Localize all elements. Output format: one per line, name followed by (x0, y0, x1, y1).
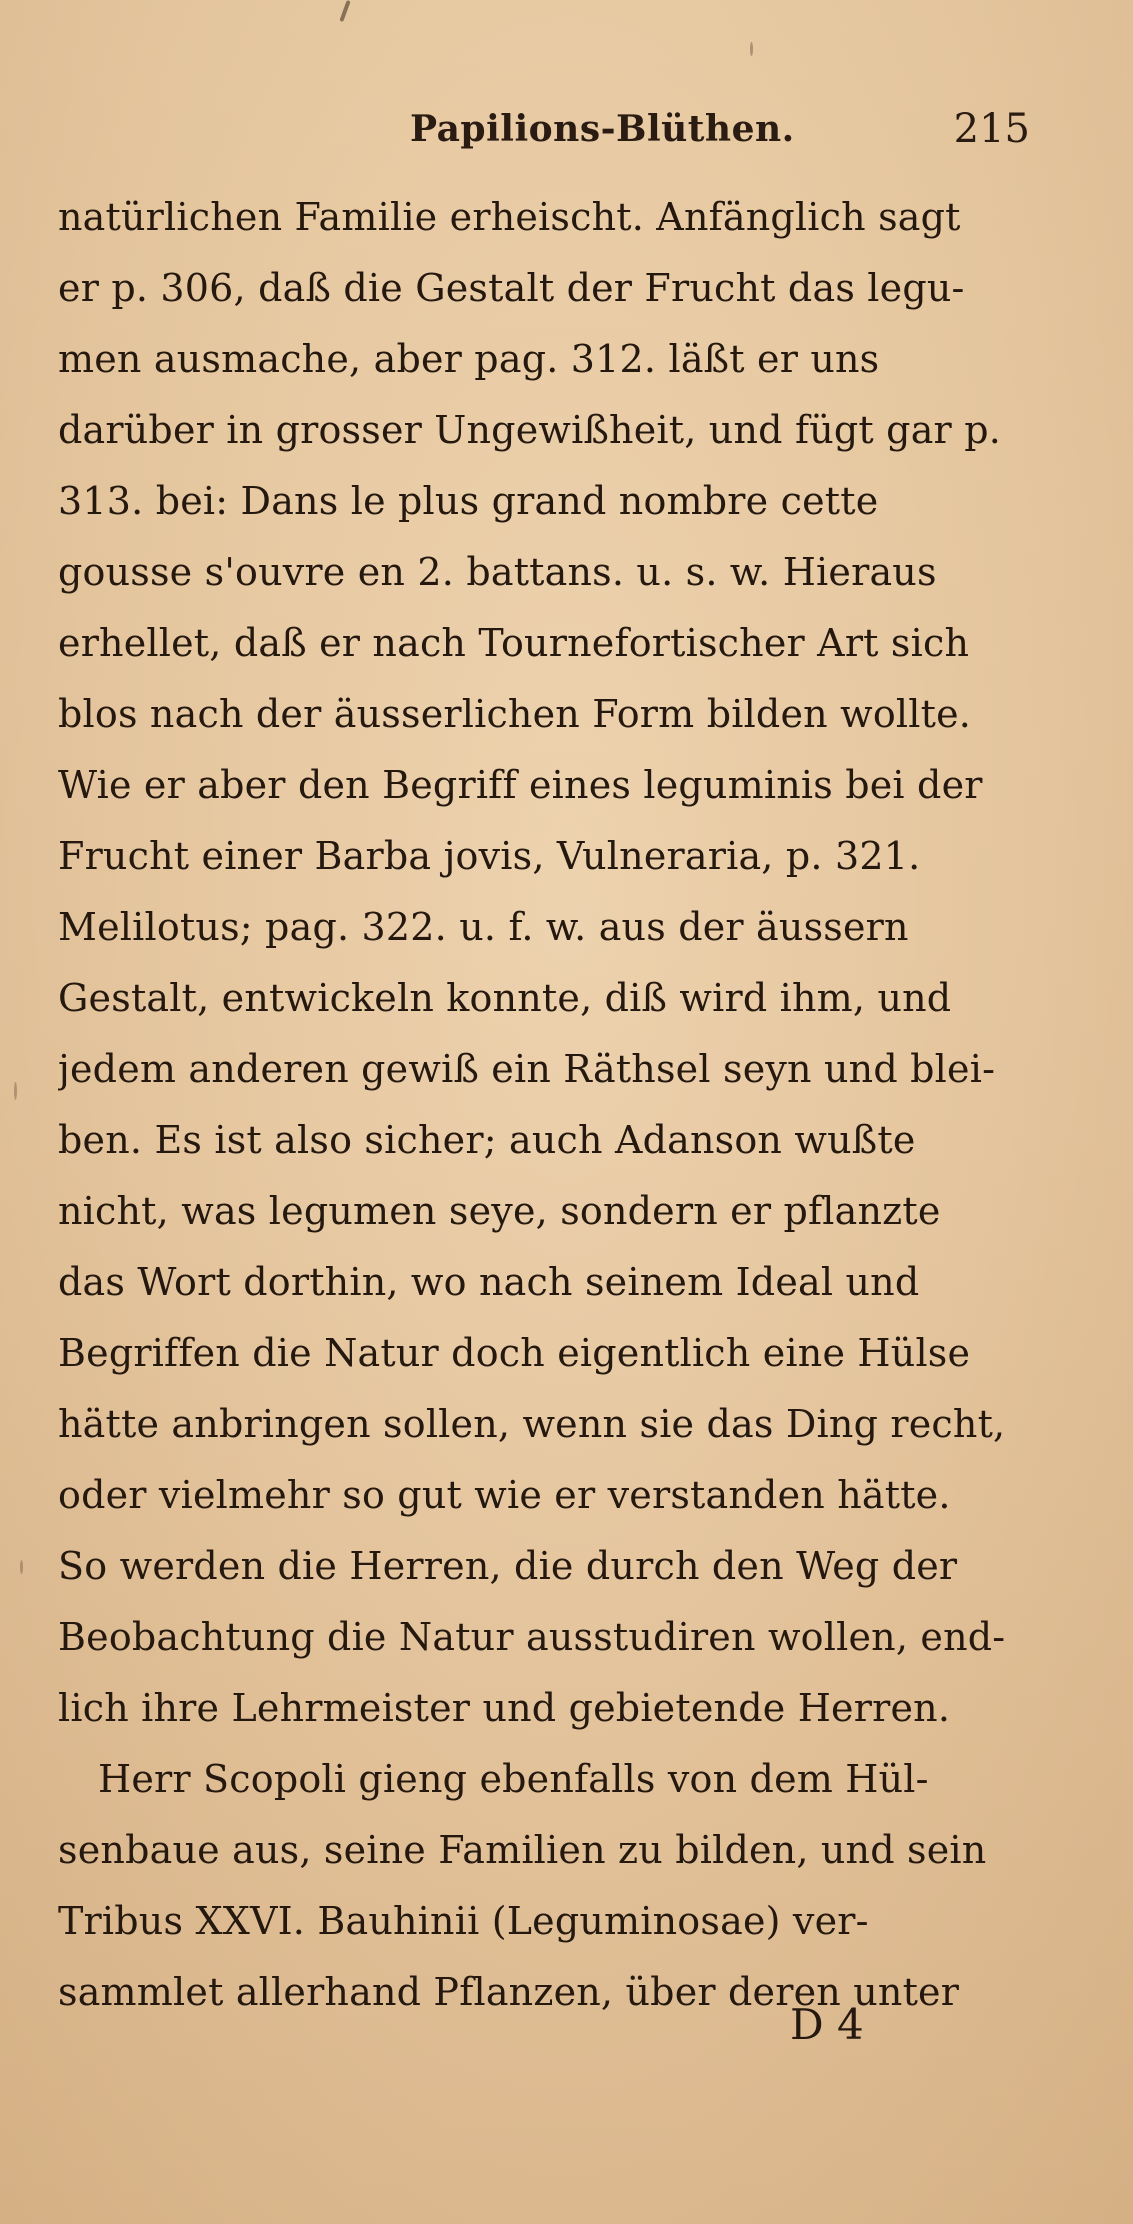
text-line: jedem anderen gewiß ein Räthsel seyn und blei- (58, 1047, 996, 1091)
text-line: 313. bei: Dans le plus grand nombre cette (58, 479, 879, 523)
text-line: oder vielmehr so gut wie er verstanden hätte. (58, 1473, 951, 1517)
text-line: ben. Es ist also sicher; auch Adanson wußte (58, 1118, 916, 1162)
ink-speck (750, 42, 753, 56)
signature-mark: D 4 (790, 2000, 864, 2049)
text-line: das Wort dorthin, wo nach seinem Ideal und (58, 1260, 920, 1304)
ink-speck (14, 1082, 17, 1100)
running-head-title: Papilions-Blüthen. (410, 108, 795, 150)
text-line: Melilotus; pag. 322. u. f. w. aus der äussern (58, 905, 909, 949)
text-line: gousse s'ouvre en 2. battans. u. s. w. Hieraus (58, 550, 937, 594)
text-line: natürlichen Familie erheischt. Anfänglich sagt (58, 195, 961, 239)
text-line: Begriffen die Natur doch eigentlich eine Hülse (58, 1331, 971, 1375)
text-line: So werden die Herren, die durch den Weg der (58, 1544, 958, 1588)
text-line: hätte anbringen sollen, wenn sie das Ding recht, (58, 1402, 1006, 1446)
text-line: Gestalt, entwickeln konnte, diß wird ihm, und (58, 976, 952, 1020)
text-line: men ausmache, aber pag. 312. läßt er uns (58, 337, 880, 381)
text-line: er p. 306, daß die Gestalt der Frucht das legu- (58, 266, 965, 310)
ink-speck (339, 0, 350, 22)
text-line: Herr Scopoli gieng ebenfalls von dem Hül- (98, 1757, 929, 1801)
text-line: nicht, was legumen seye, sondern er pflanzte (58, 1189, 941, 1233)
text-line: darüber in grosser Ungewißheit, und fügt gar p. (58, 408, 1001, 452)
running-head (410, 98, 1030, 158)
text-line: lich ihre Lehrmeister und gebietende Herren. (58, 1686, 951, 1730)
text-line: blos nach der äusserlichen Form bilden wollte. (58, 692, 972, 736)
text-line: Frucht einer Barba jovis, Vulneraria, p. 321. (58, 834, 921, 878)
ink-speck (20, 1560, 23, 1574)
text-line: Wie er aber den Begriff eines leguminis bei der (58, 763, 983, 807)
text-line: Tribus XXVI. Bauhinii (Leguminosae) ver- (58, 1899, 869, 1943)
text-line: senbaue aus, seine Familien zu bilden, und sein (58, 1828, 987, 1872)
text-line: erhellet, daß er nach Tournefortischer Art sich (58, 621, 970, 665)
text-line: sammlet allerhand Pflanzen, über deren unter (58, 1970, 960, 2014)
page-number: 215 (953, 106, 1030, 152)
text-line: Beobachtung die Natur ausstudiren wollen, end- (58, 1615, 1006, 1659)
